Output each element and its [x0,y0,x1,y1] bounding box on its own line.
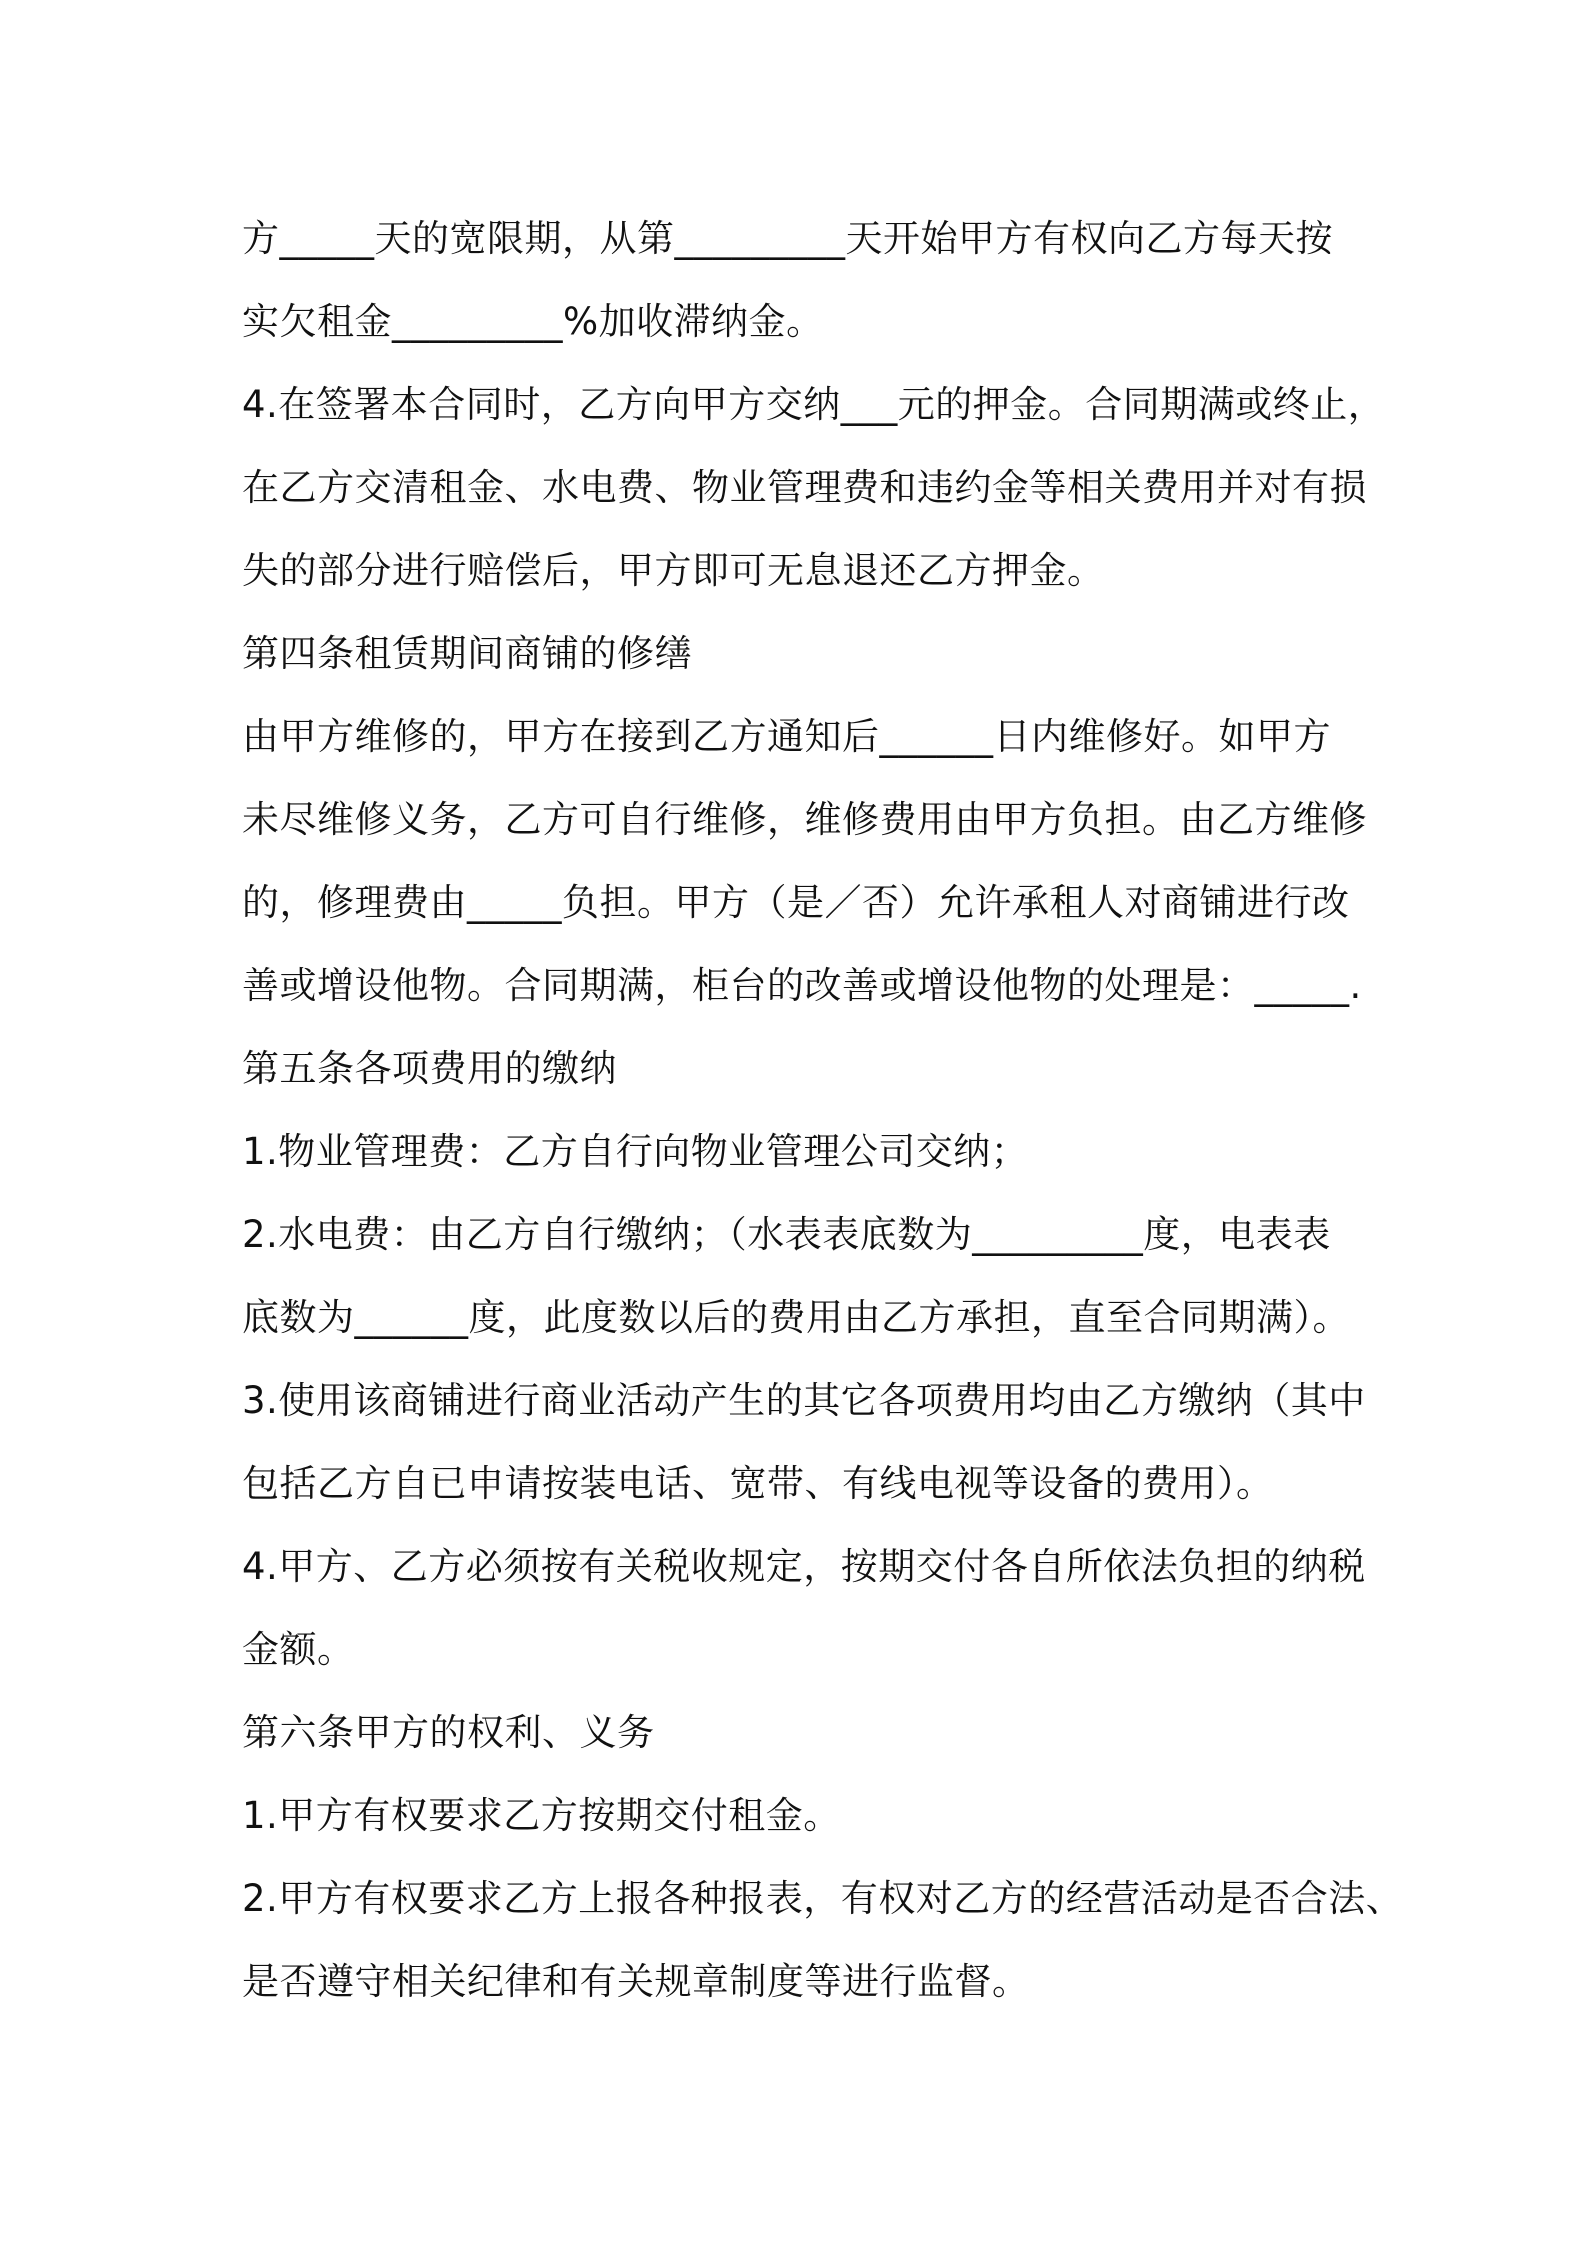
text-line: 4.在签署本合同时，乙方向甲方交纳___元的押金。合同期满或终止， [242,383,1386,426]
text-line: 是否遵守相关纪律和有关规章制度等进行监督。 [242,1960,1030,2003]
text-line: 底数为______度，此度数以后的费用由乙方承担，直至合同期满）。 [242,1296,1350,1339]
text-line: 金额。 [242,1628,355,1671]
text-line: 在乙方交清租金、水电费、物业管理费和违约金等相关费用并对有损 [242,466,1367,509]
text-line: 未尽维修义务，乙方可自行维修，维修费用由甲方负担。由乙方维修 [242,798,1367,841]
text-line: 2.水电费：由乙方自行缴纳；（水表表底数为_________度，电表表 [242,1213,1331,1256]
text-line: 由甲方维修的，甲方在接到乙方通知后______日内维修好。如甲方 [242,715,1331,758]
section-heading: 第五条各项费用的缴纳 [242,1047,617,1090]
text-line: 3.使用该商铺进行商业活动产生的其它各项费用均由乙方缴纳（其中 [242,1379,1366,1422]
text-line: 包括乙方自已申请按装电话、宽带、有线电视等设备的费用）。 [242,1462,1274,1505]
text-line: 方_____天的宽限期，从第_________天开始甲方有权向乙方每天按 [242,217,1333,260]
text-line: 1.物业管理费：乙方自行向物业管理公司交纳； [242,1130,1029,1173]
text-line: 1.甲方有权要求乙方按期交付租金。 [242,1794,841,1837]
text-line: 4.甲方、乙方必须按有关税收规定，按期交付各自所依法负担的纳税 [242,1545,1366,1588]
document-body [242,197,1404,2023]
text-line: 善或增设他物。合同期满，柜台的改善或增设他物的处理是：_____. [242,964,1362,1007]
text-line: 的，修理费由_____负担。甲方（是／否）允许承租人对商铺进行改 [242,881,1350,924]
text-line: 失的部分进行赔偿后，甲方即可无息退还乙方押金。 [242,549,1105,592]
section-heading: 第六条甲方的权利、义务 [242,1711,655,1754]
text-line: 2.甲方有权要求乙方上报各种报表，有权对乙方的经营活动是否合法、 [242,1877,1404,1920]
section-heading: 第四条租赁期间商铺的修缮 [242,632,692,675]
text-line: 实欠租金_________%加收滞纳金。 [242,300,824,343]
